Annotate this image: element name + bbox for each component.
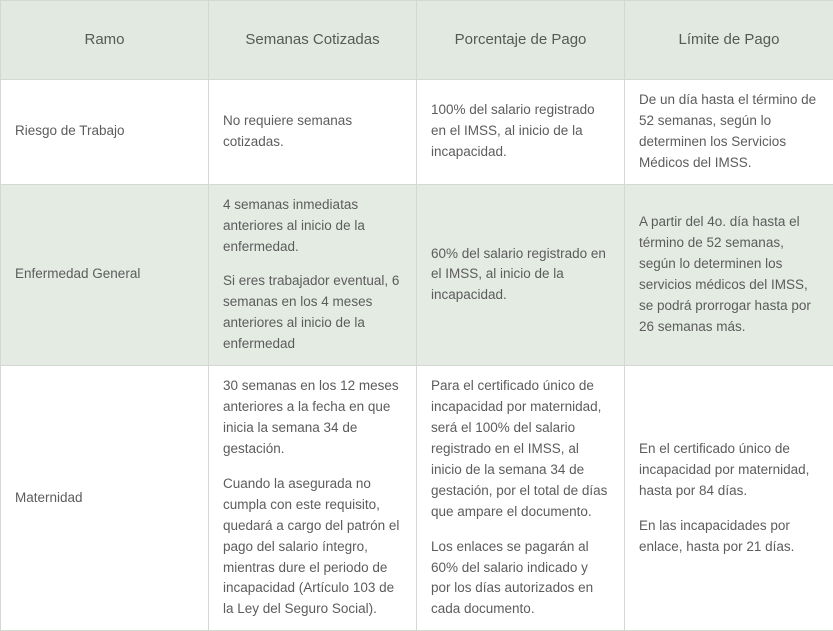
cell-limite-riesgo-de-trabajo bbox=[625, 80, 833, 185]
cell-paragraph: 60% del salario registrado en el IMSS, al inicio de la incapacidad. bbox=[431, 244, 610, 307]
cell-paragraph: Para el certificado único de incapacidad por maternidad, será el 100% del salario registrado en el IMSS, al inicio de la semana 34 de gestación, por el total de días que ampare el documento. bbox=[431, 376, 610, 522]
cell-paragraph: En el certificado único de incapacidad por maternidad, hasta por 84 días. bbox=[639, 439, 819, 502]
column-header-semanas-cotizadas: Semanas Cotizadas bbox=[209, 1, 417, 80]
cell-porcentaje-enfermedad-general bbox=[417, 184, 625, 365]
row-label-enfermedad-general: Enfermedad General bbox=[1, 184, 209, 365]
cell-paragraph: Si eres trabajador eventual, 6 semanas en los 4 meses anteriores al inicio de la enfermedad bbox=[223, 271, 402, 355]
column-header-porcentaje-de-pago: Porcentaje de Pago bbox=[417, 1, 625, 80]
cell-semanas-riesgo-de-trabajo bbox=[209, 80, 417, 185]
row-label-riesgo-de-trabajo: Riesgo de Trabajo bbox=[1, 80, 209, 185]
table-row bbox=[1, 184, 833, 365]
cell-limite-maternidad bbox=[625, 366, 833, 631]
cell-semanas-enfermedad-general bbox=[209, 184, 417, 365]
table-body bbox=[1, 80, 833, 631]
cell-paragraph: Cuando la asegurada no cumpla con este requisito, quedará a cargo del patrón el pago del salario íntegro, mientras dure el periodo de incapacidad (Artículo 103 de la Ley del Seguro Social). bbox=[223, 474, 402, 620]
column-header-ramo: Ramo bbox=[1, 1, 209, 80]
cell-paragraph: 100% del salario registrado en el IMSS, al inicio de la incapacidad. bbox=[431, 100, 610, 163]
cell-paragraph: 4 semanas inmediatas anteriores al inicio de la enfermedad. bbox=[223, 195, 402, 258]
cell-paragraph: No requiere semanas cotizadas. bbox=[223, 111, 402, 153]
cell-porcentaje-riesgo-de-trabajo bbox=[417, 80, 625, 185]
cell-paragraph: De un día hasta el término de 52 semanas, según lo determinen los Servicios Médicos del IMSS. bbox=[639, 90, 819, 174]
cell-paragraph: 30 semanas en los 12 meses anteriores a la fecha en que inicia la semana 34 de gestación. bbox=[223, 376, 402, 460]
cell-paragraph: Los enlaces se pagarán al 60% del salario indicado y por los días autorizados en cada documento. bbox=[431, 537, 610, 621]
cell-semanas-maternidad bbox=[209, 366, 417, 631]
row-label-maternidad: Maternidad bbox=[1, 366, 209, 631]
table-row bbox=[1, 80, 833, 185]
column-header-limite-de-pago: Límite de Pago bbox=[625, 1, 833, 80]
cell-paragraph: En las incapacidades por enlace, hasta por 21 días. bbox=[639, 516, 819, 558]
cell-porcentaje-maternidad bbox=[417, 366, 625, 631]
cell-limite-enfermedad-general bbox=[625, 184, 833, 365]
table-header bbox=[1, 1, 833, 80]
cell-paragraph: A partir del 4o. día hasta el término de 52 semanas, según lo determinen los servicios médicos del IMSS, se podrá prorrogar hasta por 26 semanas más. bbox=[639, 212, 819, 338]
table-header-row bbox=[1, 1, 833, 80]
table-row bbox=[1, 366, 833, 631]
